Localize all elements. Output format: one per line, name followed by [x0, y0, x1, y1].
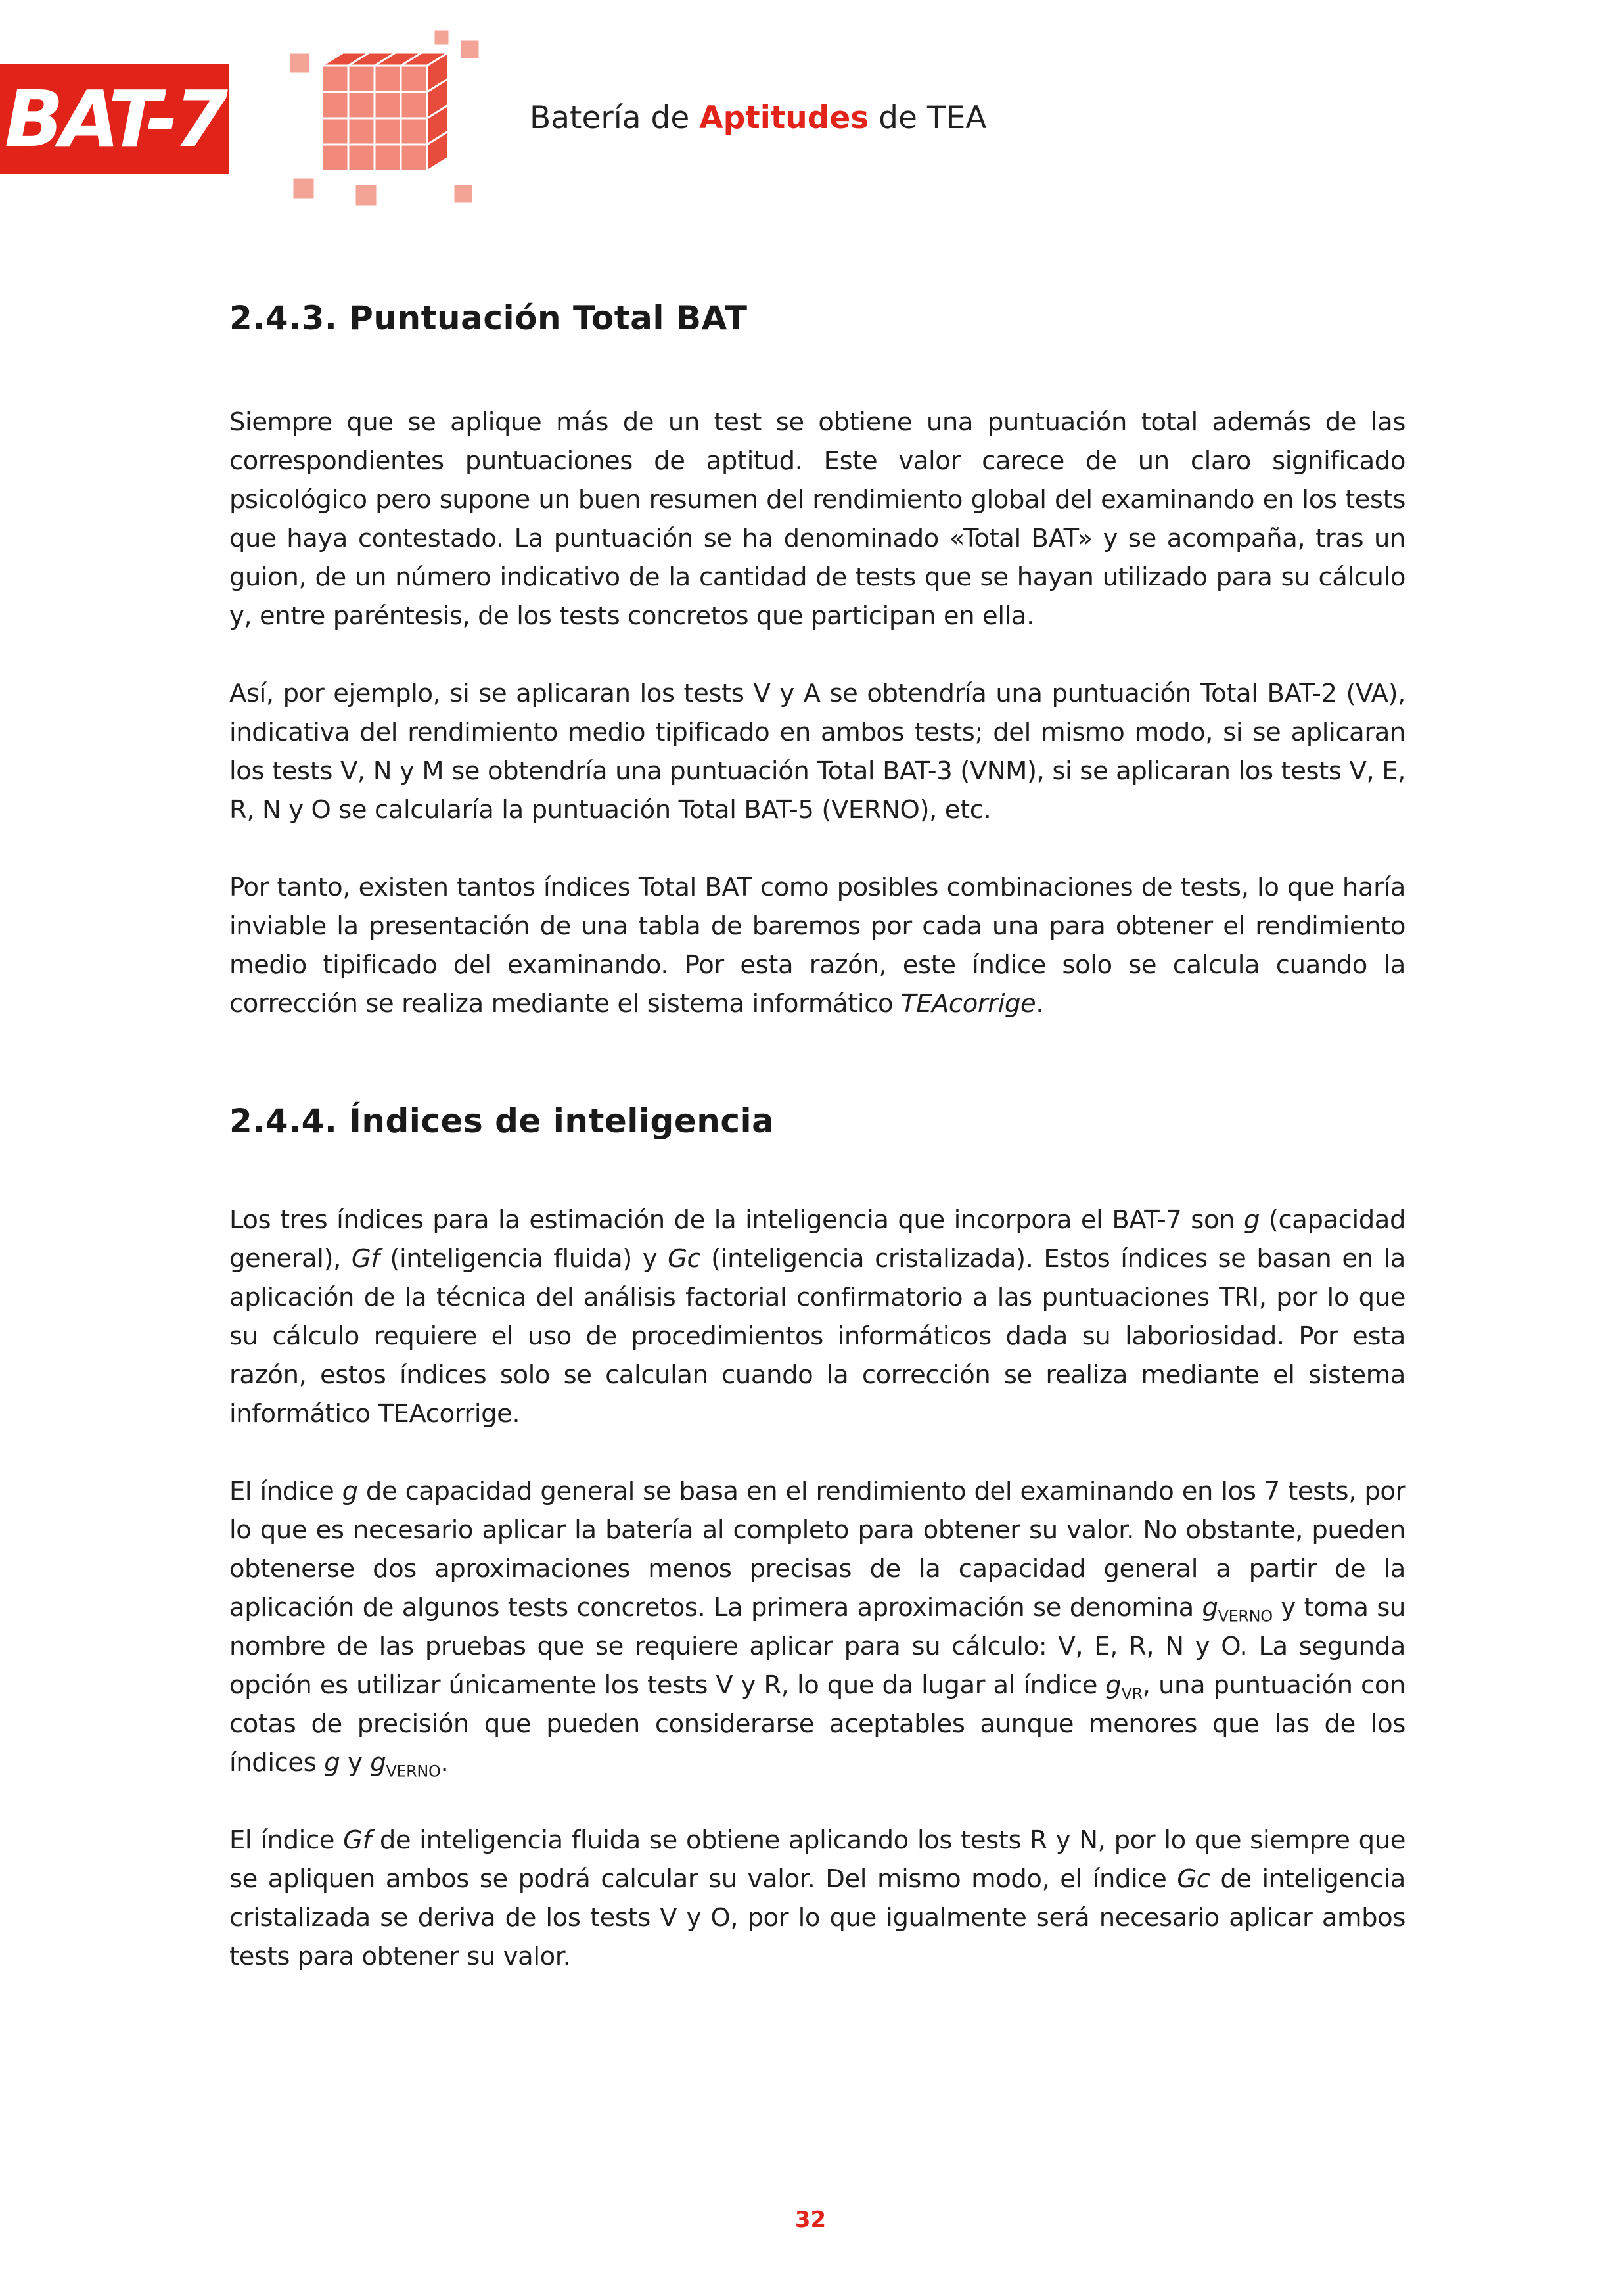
header-title-accent: Aptitudes: [699, 100, 869, 136]
symbol-g: g: [1202, 1593, 1218, 1622]
symbol-gc: Gc: [668, 1244, 701, 1274]
header-title: [530, 100, 986, 136]
text: de capacidad general se basa en el rendimiento del examinando en los 7 tests, por lo que es necesario aplicar la batería al completo para obtener su valor. No obstante, pueden obtenerse dos aproximaciones menos precisas de la capacidad general a partir de la aplicación de algunos tests concretos. La primera aproximación se denomina: [229, 1477, 1405, 1622]
subscript-vr: VR: [1121, 1684, 1143, 1703]
p3-text-b: .: [1036, 989, 1044, 1019]
text: (inteligencia cristalizada). Estos índices se basan en la aplicación de la técnica del análisis factorial confirmatorio a las puntuaciones TRI, por lo que su cálculo requiere el uso de procedimientos informáticos dada su laboriosidad. Por esta razón, estos índices solo se calculan cuando la corrección se realiza mediante el sistema informático TEAcorrige.: [229, 1244, 1405, 1429]
symbol-gf: Gf: [343, 1825, 371, 1855]
subscript-verno: VERNO: [1218, 1607, 1273, 1626]
symbol-gf: Gf: [351, 1244, 380, 1274]
cube-illustration: [276, 26, 493, 223]
text: y: [340, 1748, 371, 1778]
text: , una puntuación con cotas de precisión que pueden considerarse aceptables aunque menores que las de los índices: [229, 1670, 1405, 1778]
section-243-paragraph-1: Siempre que se aplique más de un test se obtiene una puntuación total además de las correspondientes puntuaciones de aptitud. Este valor carece de un claro significado psicológico pero supone un buen resumen del rendimiento global del examinando en los tests que haya contestado. La puntuación se ha denominado «Total BAT» y se acompaña, tras un guion, de un número indicativo de la cantidad de tests que se hayan utilizado para su cálculo y, entre paréntesis, de los tests concretos que participan en ella.: [229, 407, 1405, 631]
section-244-paragraph-3: [229, 1821, 1405, 1976]
text: Los tres índices para la estimación de la inteligencia que incorpora el BAT-7 son: [229, 1205, 1244, 1235]
symbol-g: g: [370, 1748, 386, 1778]
section-heading-243: 2.4.3. Puntuación Total BAT: [229, 299, 748, 337]
header-title-post: de TEA: [869, 100, 987, 136]
header-title-pre: Batería de: [530, 100, 700, 136]
p3-text-a: Por tanto, existen tantos índices Total BAT como posibles combinaciones de tests, lo que haría inviable la presentación de una tabla de baremos por cada una para obtener el rendimiento medio tipificado del examinando. Por esta razón, este índice solo se calcula cuando la corrección se realiza mediante el sistema informático: [229, 873, 1405, 1019]
text: (inteligencia fluida) y: [379, 1244, 668, 1274]
symbol-g: g: [342, 1477, 358, 1506]
text: .: [440, 1748, 449, 1778]
symbol-gc: Gc: [1177, 1864, 1210, 1894]
page-number: 32: [794, 2207, 827, 2233]
text: de inteligencia cristalizada se deriva de los tests V y O, por lo que igualmente será necesario aplicar ambos tests para obtener su valor.: [229, 1864, 1405, 1971]
symbol-g: g: [324, 1748, 340, 1778]
text: El índice: [229, 1825, 344, 1855]
symbol-g: g: [1243, 1205, 1260, 1235]
section-243-paragraph-3: [229, 868, 1405, 1023]
text: (capacidad general),: [229, 1205, 1406, 1274]
logo-text: BAT-7: [4, 74, 225, 164]
bat7-logo: [0, 64, 229, 174]
section-244-paragraph-2: [229, 1472, 1405, 1782]
section-244-paragraph-1: [229, 1201, 1405, 1433]
text: El índice: [229, 1477, 342, 1506]
symbol-g: g: [1105, 1670, 1122, 1700]
teacorrige-emphasis: TEAcorrige: [900, 989, 1036, 1019]
section-243-paragraph-2: Así, por ejemplo, si se aplicaran los tests V y A se obtendría una puntuación Total BAT-2 (VA), indicativa del rendimiento medio tipificado en ambos tests; del mismo modo, si se aplicaran los tests V, N y M se obtendría una puntuación Total BAT-3 (VNM), si se aplicaran los tests V, E, R, N y O se calcularía la puntuación Total BAT-5 (VERNO), etc.: [229, 679, 1405, 825]
text: y toma su nombre de las pruebas que se requiere aplicar para su cálculo: V, E, R, N y O. La segunda opción es utilizar únicamente los tests V y R, lo que da lugar al índice: [229, 1593, 1405, 1700]
text: de inteligencia fluida se obtiene aplicando los tests R y N, por lo que siempre que se apliquen ambos se podrá calcular su valor. Del mismo modo, el índice: [229, 1825, 1406, 1894]
page-content: [229, 299, 1405, 1976]
subscript-verno: VERNO: [386, 1762, 441, 1781]
section-heading-244: 2.4.4. Índices de inteligencia: [229, 1102, 775, 1140]
